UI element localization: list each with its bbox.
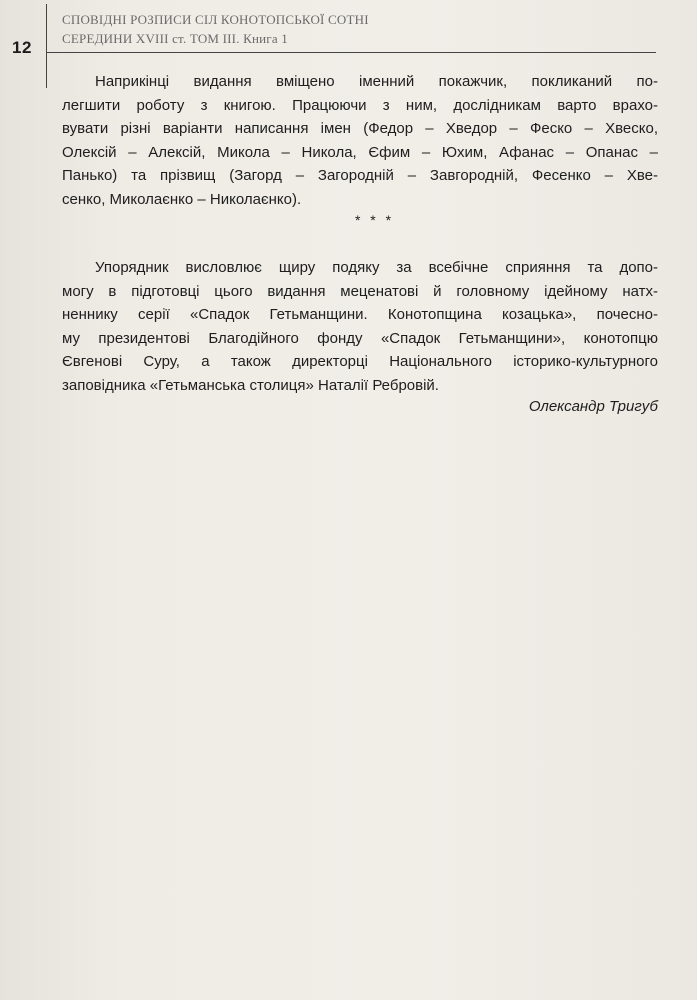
paragraph-line: Євгенові Суру, а також директорці Національного історико-культурного [62, 353, 658, 370]
paragraph-line: Упорядник висловлює щиру подяку за всебічне сприяння та допо- [95, 259, 658, 276]
paragraph-line: Наприкінці видання вміщено іменний покажчик, покликаний по- [95, 73, 658, 90]
running-head-line-1: СПОВІДНІ РОЗПИСИ СІЛ КОНОТОПСЬКОЇ СОТНІ [62, 12, 369, 27]
paragraph-line: заповідника «Гетьманська столиця» Наталії Ребровій. [62, 376, 439, 394]
paragraph-line: Панько) та прізвищ (Загорд – Загородній – Завгородній, Фесенко – Хве- [62, 167, 658, 184]
running-head-line-2: СЕРЕДИНИ XVIII ст. ТОМ III. Книга 1 [62, 31, 288, 46]
header-vertical-rule [46, 4, 47, 88]
paragraph-line: му президентові Благодійного фонду «Спадок Гетьманщини», конотопцю [62, 329, 658, 347]
paragraph-line: могу в підготовці цього видання меценатові й головному ідейному натх- [62, 282, 658, 300]
paragraph-line: неннику серії «Спадок Гетьманщини. Конотопщина козацька», почесно- [62, 306, 658, 323]
paragraph-index-note [62, 70, 658, 211]
running-head [62, 10, 369, 48]
header-horizontal-rule [46, 52, 656, 53]
paragraph-line: вувати різні варіанти написання імен (Федор – Хведор – Феско – Хвеско, [62, 120, 658, 137]
paragraph-line: легшити роботу з книгою. Працюючи з ним, дослідникам варто врахо- [62, 96, 658, 114]
paragraph-line: Олексій – Алексій, Микола – Никола, Єфим – Юхим, Афанас – Опанас – [62, 143, 658, 161]
author-signature: Олександр Тригуб [528, 398, 658, 415]
paragraph-acknowledgement [62, 256, 658, 397]
section-separator: * * * [354, 212, 395, 228]
paragraph-line: сенко, Миколаєнко – Николаєнко). [62, 190, 302, 208]
page-number: 12 [12, 38, 32, 57]
